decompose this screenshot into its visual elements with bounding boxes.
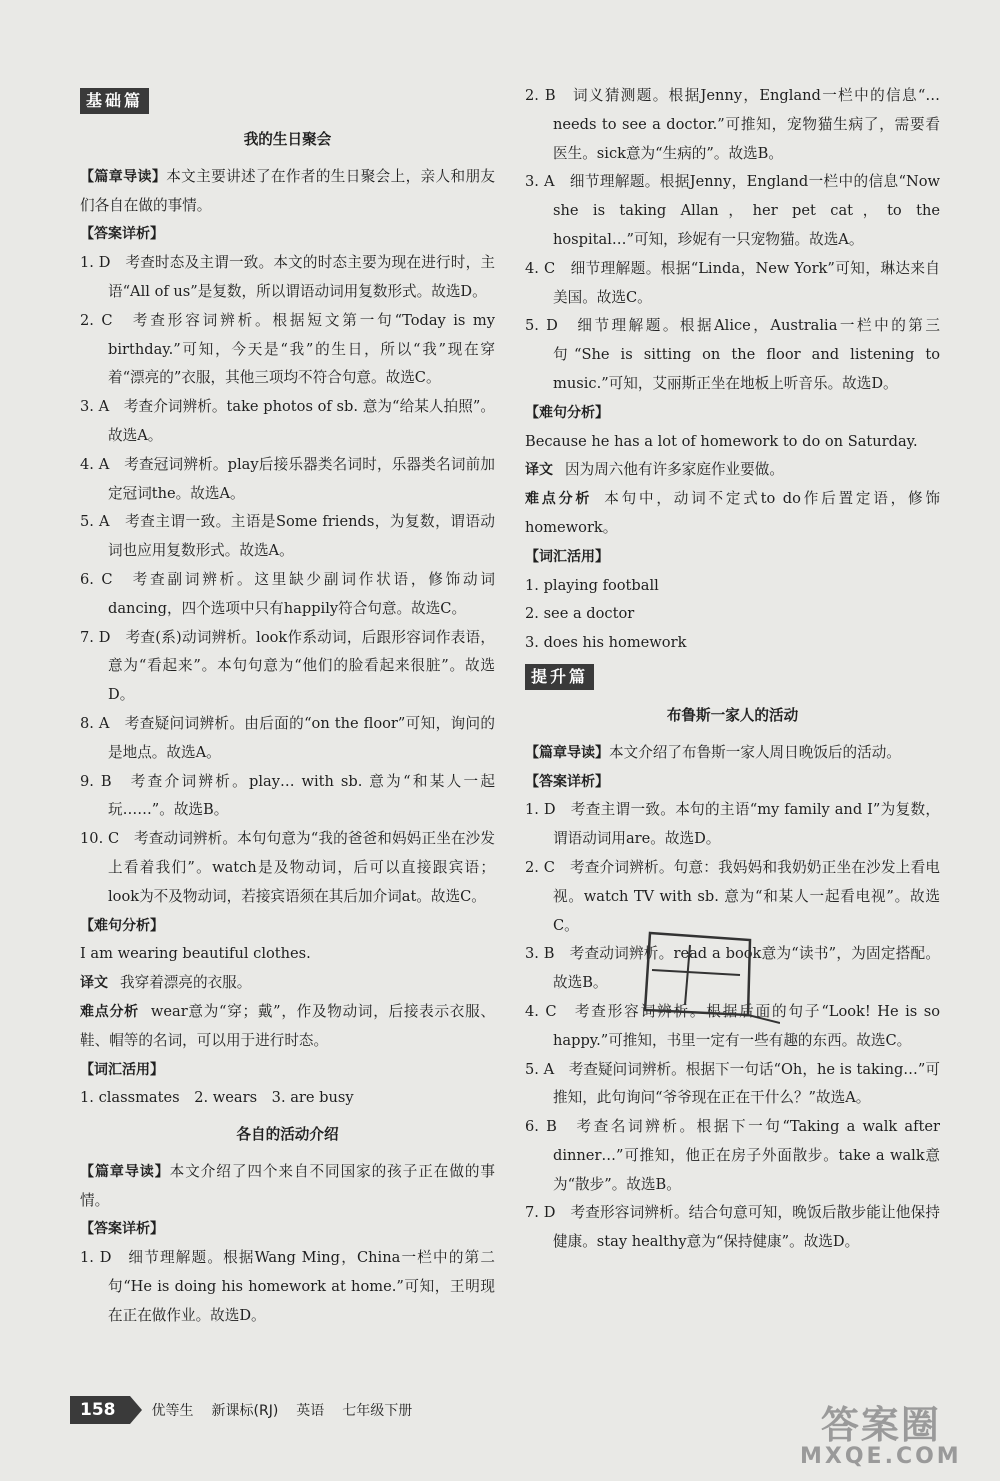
answer-item: 4. A 考查冠词辨析。play后接乐器类名词时，乐器类名词前加定冠词the。故选A。 [80, 455, 495, 502]
answer-item: 1. D 考查主谓一致。本句的主语“my family and I”为复数，谓语动词用are。故选D。 [525, 801, 940, 848]
footer-subject: 英语 [296, 1403, 325, 1419]
translation-text: 我穿着漂亮的衣服。 [120, 974, 252, 992]
translation-line [80, 969, 495, 998]
section-badge-basic: 基础篇 [80, 88, 149, 114]
footer-grade: 七年级下册 [342, 1403, 413, 1419]
vocab-label: 【词汇活用】 [80, 1061, 164, 1078]
answer-item: 6. C 考查副词辨析。这里缺少副词作状语，修饰动词dancing，四个选项中只有happily符合句意。故选C。 [80, 570, 495, 617]
watermark-domain: MXQE.COM [800, 1444, 962, 1469]
article-title-bruce-family: 布鲁斯一家人的活动 [666, 706, 799, 724]
page-number: 158 [70, 1396, 130, 1424]
answer-item: 9. B 考查介词辨析。play… with sb. 意为“和某人一起玩……”。故选B。 [80, 772, 495, 819]
vocab-label: 【词汇活用】 [525, 548, 609, 565]
answer-item: 3. A 考查介词辨析。take photos of sb. 意为“给某人拍照”。故选A。 [80, 398, 495, 444]
translation-line [525, 456, 940, 485]
guide-text: 本文介绍了四个来自不同国家的孩子正在做的事情。 [80, 1162, 496, 1209]
article-guide [80, 1158, 495, 1216]
answer-item: 2. C 考查介词辨析。句意：我妈妈和我奶奶正坐在沙发上看电视。watch TV with sb. 意为“和某人一起看电视”。故选C。 [525, 858, 940, 934]
guide-label: 【篇章导读】 [80, 1163, 170, 1180]
difficult-sentence-label: 【难句分析】 [525, 404, 609, 421]
analysis-label: 难点分析 [525, 491, 593, 508]
answer-item: 5. A 考查主谓一致。主语是Some friends，为复数，谓语动词也应用复数形式。故选A。 [80, 513, 495, 560]
answer-item: 4. C 考查形容词辨析。根据后面的句子“Look! He is so happy.”可推知，书里一定有一些有趣的东西。故选C。 [525, 1002, 940, 1049]
right-column [525, 82, 940, 1257]
translation-label: 译文 [525, 462, 553, 479]
analysis-text: wear意为“穿；戴”，作及物动词，后接表示衣服、鞋、帽等的名词，可以用于进行时态。 [80, 1002, 496, 1049]
section-badge-advanced: 提升篇 [525, 664, 594, 690]
answer-item: 6. B 考查名词辨析。根据下一句“Taking a walk after dinner…”可推知，他正在房子外面散步。take a walk意为“散步”。故选B。 [525, 1118, 940, 1193]
guide-text: 本文主要讲述了在作者的生日聚会上，亲人和朋友们各自在做的事情。 [80, 167, 496, 214]
footer-series: 优等生 [151, 1403, 194, 1419]
guide-text: 本文介绍了布鲁斯一家人周日晚饭后的活动。 [609, 743, 901, 761]
article-guide [80, 163, 495, 221]
guide-label: 【篇章导读】 [80, 168, 167, 185]
answer-item: 1. D 细节理解题。根据Wang Ming，China一栏中的第二句“He is doing his homework at home.”可知，王明现在正在做作业。故选D。 [80, 1249, 495, 1324]
answer-item: 2. B 词义猜测题。根据Jenny，England一栏中的信息“… needs to see a doctor.”可推知，宠物猫生病了，需要看医生。sick意为“生病的”。故选B。 [525, 87, 940, 162]
difficult-sentence-label: 【难句分析】 [80, 917, 164, 934]
answer-item: 4. C 细节理解题。根据“Linda，New York”可知，琳达来自美国。故选C。 [525, 259, 940, 306]
article-guide [525, 739, 940, 768]
analysis-text: 本句中，动词不定式to do作后置定语，修饰homework。 [525, 490, 941, 536]
vocab-item: 2. see a doctor [525, 605, 635, 623]
vocab-item: 1. playing football [525, 576, 659, 594]
answers-label: 【答案详析】 [525, 773, 609, 790]
guide-label: 【篇章导读】 [525, 744, 609, 761]
translation-label: 译文 [80, 975, 108, 992]
vocab-item: 3. does his homework [525, 634, 687, 652]
analysis-label: 难点分析 [80, 1003, 139, 1020]
article-title-birthday: 我的生日聚会 [243, 131, 332, 148]
left-column [80, 82, 495, 1331]
difficult-sentence: Because he has a lot of homework to do on Saturday. [525, 432, 918, 450]
answer-item: 3. A 细节理解题。根据Jenny，England一栏中的信息“Now she is taking Allan，her pet cat，to the hospital…”可知，珍妮有一只宠物猫。故选A。 [525, 173, 940, 248]
page-footer [70, 1396, 430, 1424]
answer-item: 5. A 考查疑问词辨析。根据下一句话“Oh，he is taking…”可推知，此句询问“爷爷现在正在干什么？”故选A。 [525, 1060, 940, 1107]
answer-item: 7. D 考查(系)动词辨析。look作系动词，后跟形容词作表语，意为“看起来”。本句句意为“他们的脸看起来很脏”。故选D。 [80, 628, 495, 704]
answers-label: 【答案详析】 [80, 1221, 164, 1238]
answer-item: 8. A 考查疑问词辨析。由后面的“on the floor”可知，询问的是地点。故选A。 [80, 714, 495, 761]
watermark-logo-text: 答案圈 [820, 1403, 941, 1447]
article-title-activities: 各自的活动介绍 [236, 1126, 339, 1144]
analysis-line [525, 485, 940, 543]
answer-item: 5. D 细节理解题。根据Alice，Australia一栏中的第三句“She is sitting on the floor and listening to music.”可知，艾丽斯正坐在地板上听音乐。故选D。 [525, 317, 940, 392]
translation-text: 因为周六他有许多家庭作业要做。 [565, 461, 784, 479]
footer-edition: 新课标(RJ) [211, 1403, 279, 1419]
answer-item: 7. D 考查形容词辨析。结合句意可知，晚饭后散步能让他保持健康。stay healthy意为“保持健康”。故选D。 [525, 1204, 940, 1251]
answer-item: 3. B 考查动词辨析。read a book意为“读书”，为固定搭配。故选B。 [525, 945, 940, 992]
answer-item: 10. C 考查动词辨析。本句句意为“我的爸爸和妈妈正坐在沙发上看着我们”。watch是及物动词，后可以直接跟宾语；look为不及物动词，若接宾语须在其后加介词at。故选C。 [80, 830, 495, 905]
answers-label: 【答案详析】 [80, 226, 164, 243]
vocab-answers: 1. classmates 2. wears 3. are busy [80, 1089, 354, 1107]
watermark-logo [800, 1405, 962, 1469]
difficult-sentence: I am wearing beautiful clothes. [80, 945, 311, 963]
analysis-line [80, 998, 495, 1056]
answer-item: 2. C 考查形容词辨析。根据短文第一句“Today is my birthday.”可知，今天是“我”的生日，所以“我”现在穿着“漂亮的”衣服，其他三项均不符合句意。故选C。 [80, 311, 495, 387]
answer-item: 1. D 考查时态及主谓一致。本文的时态主要为现在进行时，主语“All of us”是复数，所以谓语动词用复数形式。故选D。 [80, 254, 495, 300]
